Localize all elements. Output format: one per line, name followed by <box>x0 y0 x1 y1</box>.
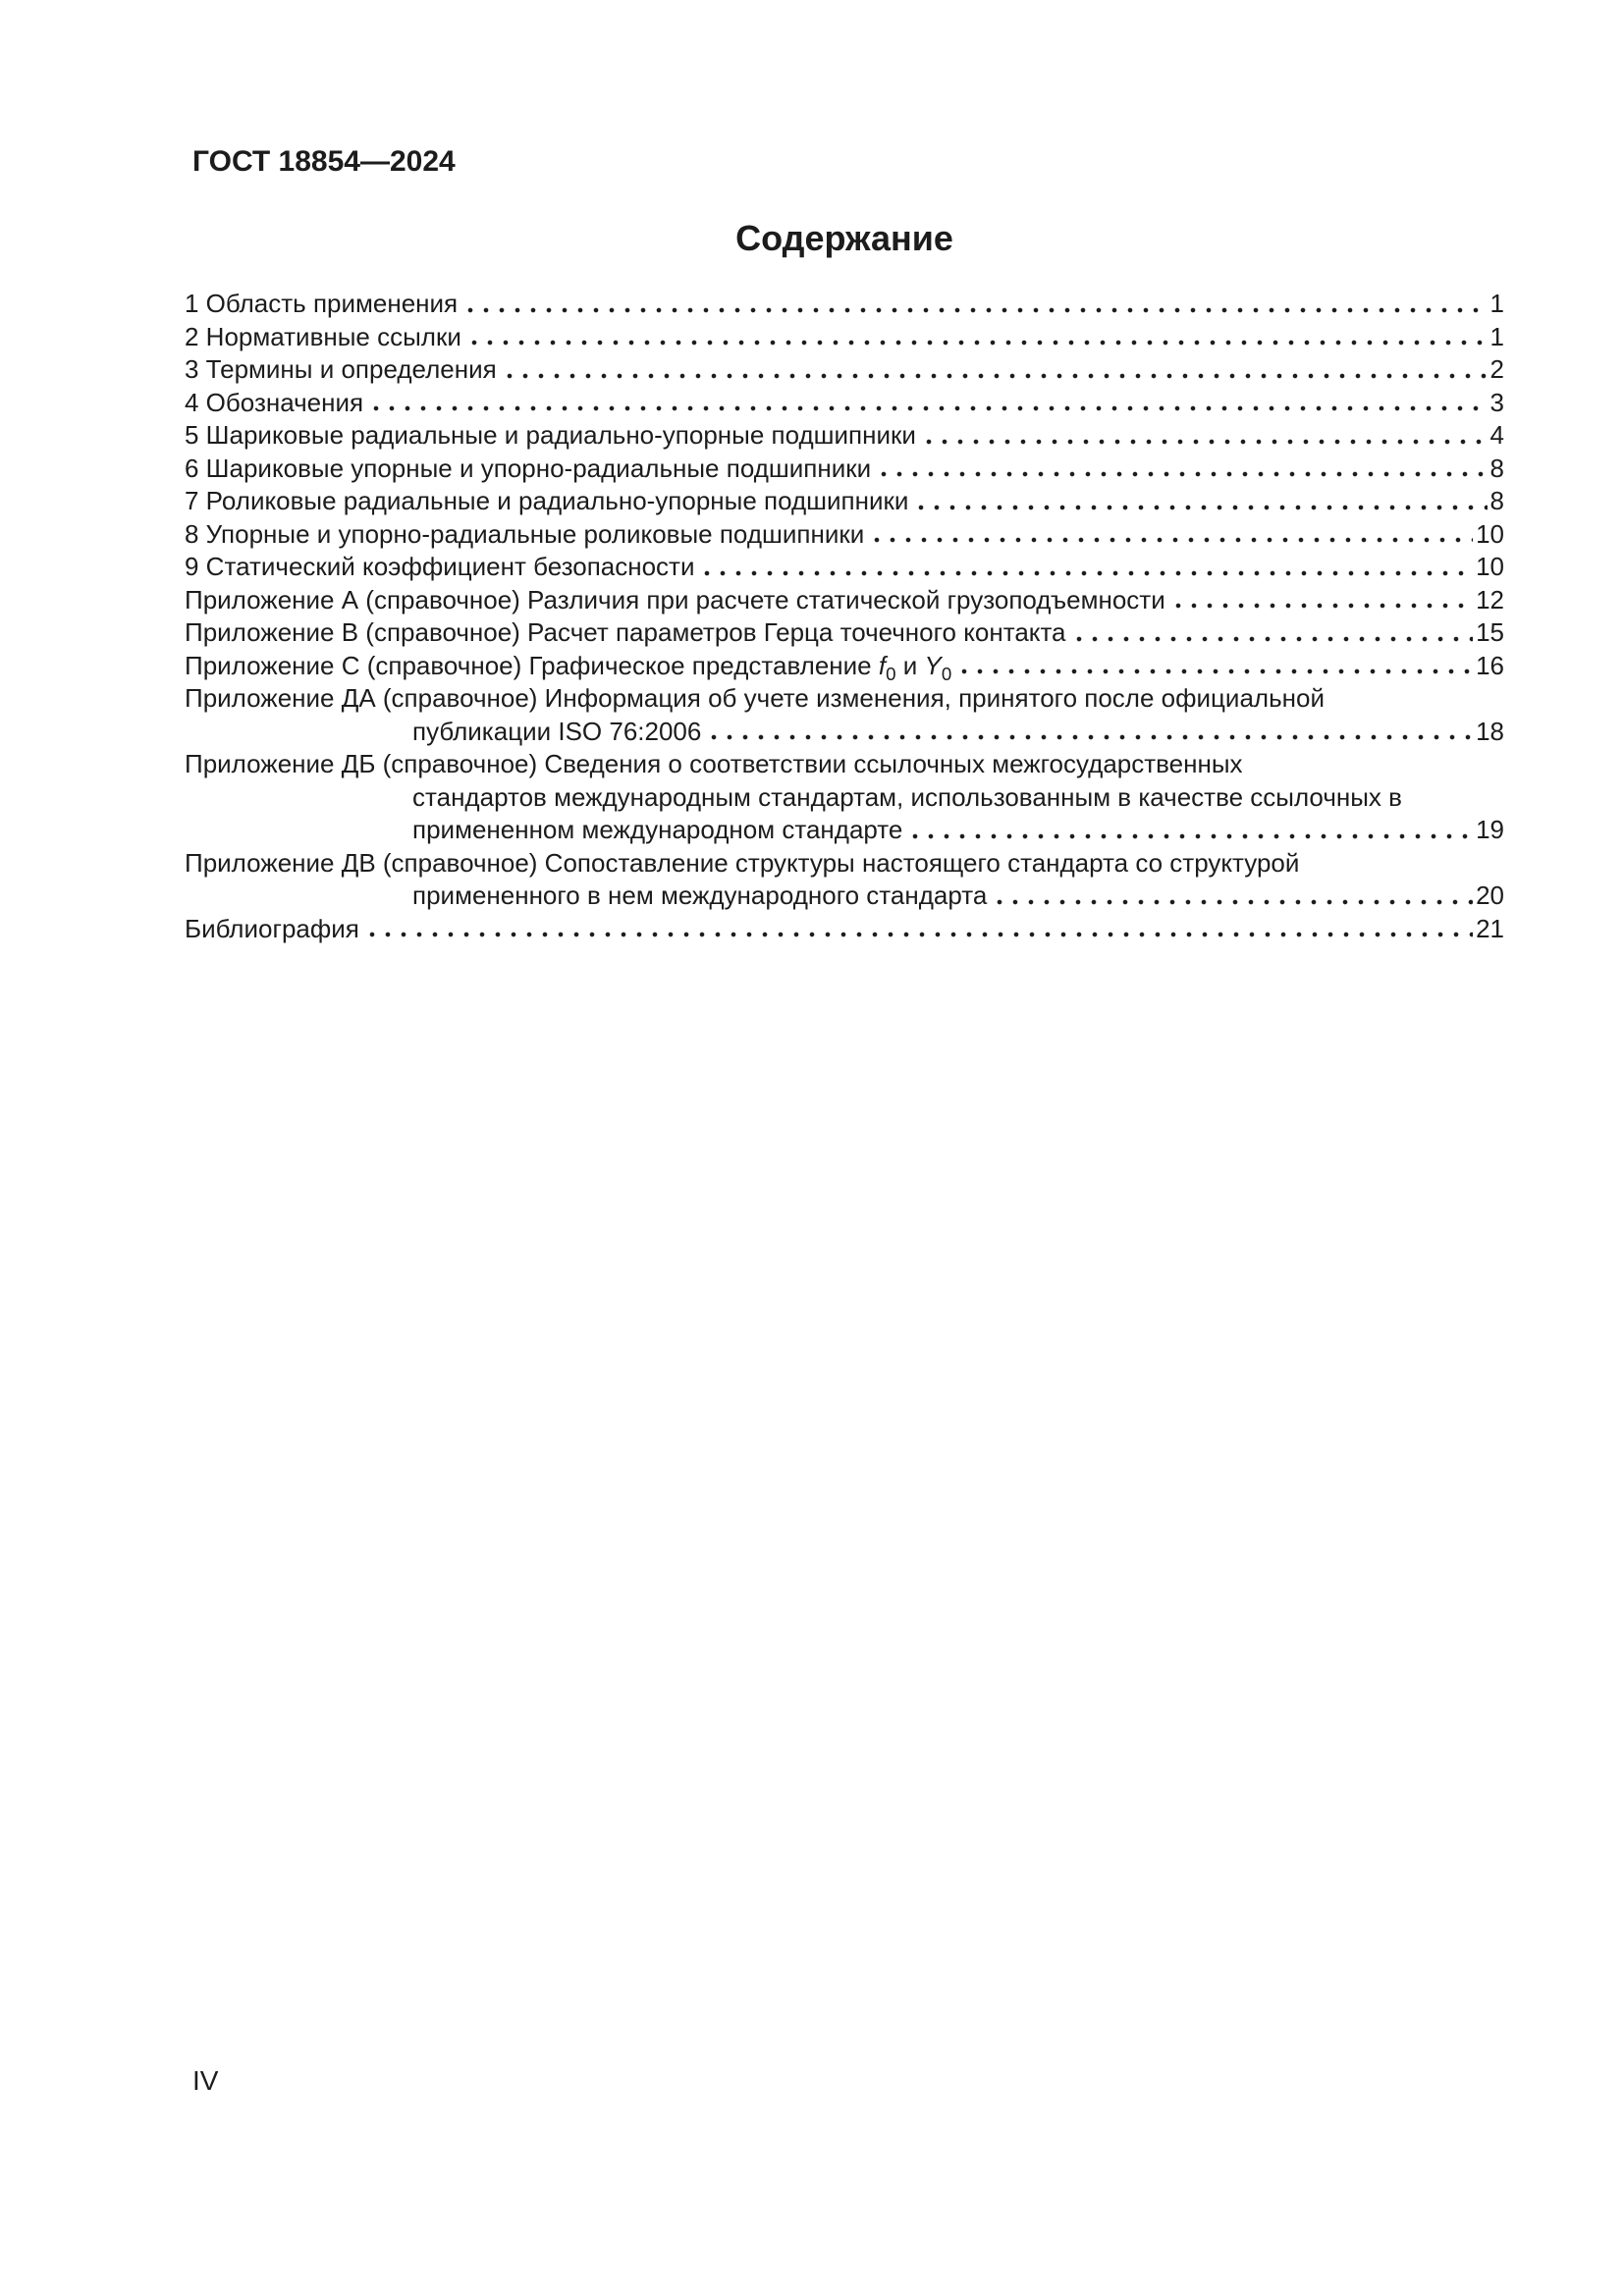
dot-leader <box>466 321 1488 354</box>
toc-line <box>185 682 1504 716</box>
toc-entry-text: стандартов международным стандартам, использованным в качестве ссылочных в <box>412 781 1402 812</box>
toc-entry-text: 7 Роликовые радиальные и радиально-упорные подшипники <box>185 486 909 515</box>
toc-page-number: 4 <box>1489 420 1504 450</box>
dot-leader <box>921 419 1488 453</box>
toc-entry-text: примененном международном стандарте <box>412 815 903 844</box>
dot-leader <box>502 353 1488 387</box>
toc-entry-text: Приложение ДВ (справочное) Сопоставление структуры настоящего стандарта со структурой <box>185 847 1300 878</box>
toc-line <box>185 453 1504 486</box>
toc-entry-text: 4 Обозначения <box>185 387 364 417</box>
dot-leader <box>876 453 1487 486</box>
toc-line <box>185 321 1504 354</box>
toc-line <box>185 616 1504 650</box>
dot-leader <box>913 485 1487 518</box>
dot-leader <box>1170 584 1473 617</box>
toc-line <box>185 288 1504 321</box>
toc-page-number: 1 <box>1489 321 1504 351</box>
dot-leader <box>706 716 1473 749</box>
toc-entry-text: 2 Нормативные ссылки <box>185 321 461 351</box>
toc-entry-text: 9 Статический коэффициент безопасности <box>185 552 695 581</box>
page-number-footer: IV <box>192 2065 219 2096</box>
toc-page-number: 10 <box>1476 518 1504 549</box>
dot-leader <box>462 288 1487 321</box>
toc-list <box>185 288 1504 945</box>
toc-page-number: 8 <box>1489 453 1504 483</box>
toc-page-number: 2 <box>1489 354 1504 384</box>
toc-entry-text: публикации ISO 76:2006 <box>412 716 702 746</box>
toc-entry-text: примененного в нем международного стандарта <box>412 881 988 910</box>
toc-line <box>185 913 1504 946</box>
toc-page-number: 19 <box>1476 815 1504 844</box>
toc-entry-text: Приложение В (справочное) Расчет параметров Герца точечного контакта <box>185 617 1066 647</box>
toc-line <box>185 485 1504 518</box>
toc-entry-text: 3 Термины и определения <box>185 354 497 384</box>
toc-entry-text: 5 Шариковые радиальные и радиально-упорные подшипники <box>185 420 916 450</box>
toc-line <box>185 716 1504 749</box>
toc-entry-text: 6 Шариковые упорные и упорно-радиальные подшипники <box>185 453 872 483</box>
toc-line <box>185 814 1504 847</box>
toc-entry-text: Приложение А (справочное) Различия при расчете статической грузоподъемности <box>185 584 1165 614</box>
toc-page-number: 1 <box>1489 289 1504 318</box>
dot-leader <box>699 551 1473 584</box>
toc-entry-text: Библиография <box>185 913 359 943</box>
dot-leader <box>1071 616 1474 650</box>
dot-leader <box>368 387 1487 420</box>
toc-page-number: 10 <box>1476 552 1504 581</box>
toc-entry-text: Приложение С (справочное) Графическое представление $f_0$ и $Y_0$ <box>185 650 952 684</box>
toc-line <box>185 551 1504 584</box>
toc-page-number: 18 <box>1476 716 1504 746</box>
toc-line <box>185 781 1504 815</box>
dot-leader <box>364 913 1473 946</box>
doc-number: ГОСТ 18854—2024 <box>192 145 456 178</box>
toc-entry-text: Приложение ДБ (справочное) Сведения о соответствии ссылочных межгосударственных <box>185 749 1243 778</box>
toc-line <box>185 518 1504 552</box>
toc-page-number: 21 <box>1476 913 1504 943</box>
toc-page-number: 15 <box>1476 617 1504 647</box>
toc-page-number: 12 <box>1476 584 1504 614</box>
toc-line <box>185 847 1504 881</box>
dot-leader <box>992 880 1473 913</box>
toc-entry-text: Приложение ДА (справочное) Информация об учете изменения, принятого после официальной <box>185 683 1325 713</box>
toc-line <box>185 880 1504 913</box>
toc-line <box>185 584 1504 617</box>
toc-line <box>185 748 1504 781</box>
toc-page-number: 16 <box>1476 650 1504 680</box>
toc-line <box>185 353 1504 387</box>
toc-page-number: 20 <box>1476 881 1504 910</box>
dot-leader <box>869 518 1473 552</box>
page-title: Содержание <box>735 218 953 258</box>
toc-line <box>185 387 1504 420</box>
toc-entry-text: 8 Упорные и упорно-радиальные роликовые подшипники <box>185 518 865 549</box>
toc-page-number: 3 <box>1489 387 1504 417</box>
toc-line <box>185 419 1504 453</box>
toc-page-number: 8 <box>1489 486 1504 515</box>
toc-entry-text: 1 Область применения <box>185 289 459 318</box>
dot-leader <box>956 650 1473 683</box>
dot-leader <box>907 814 1473 847</box>
toc-line <box>185 650 1504 683</box>
